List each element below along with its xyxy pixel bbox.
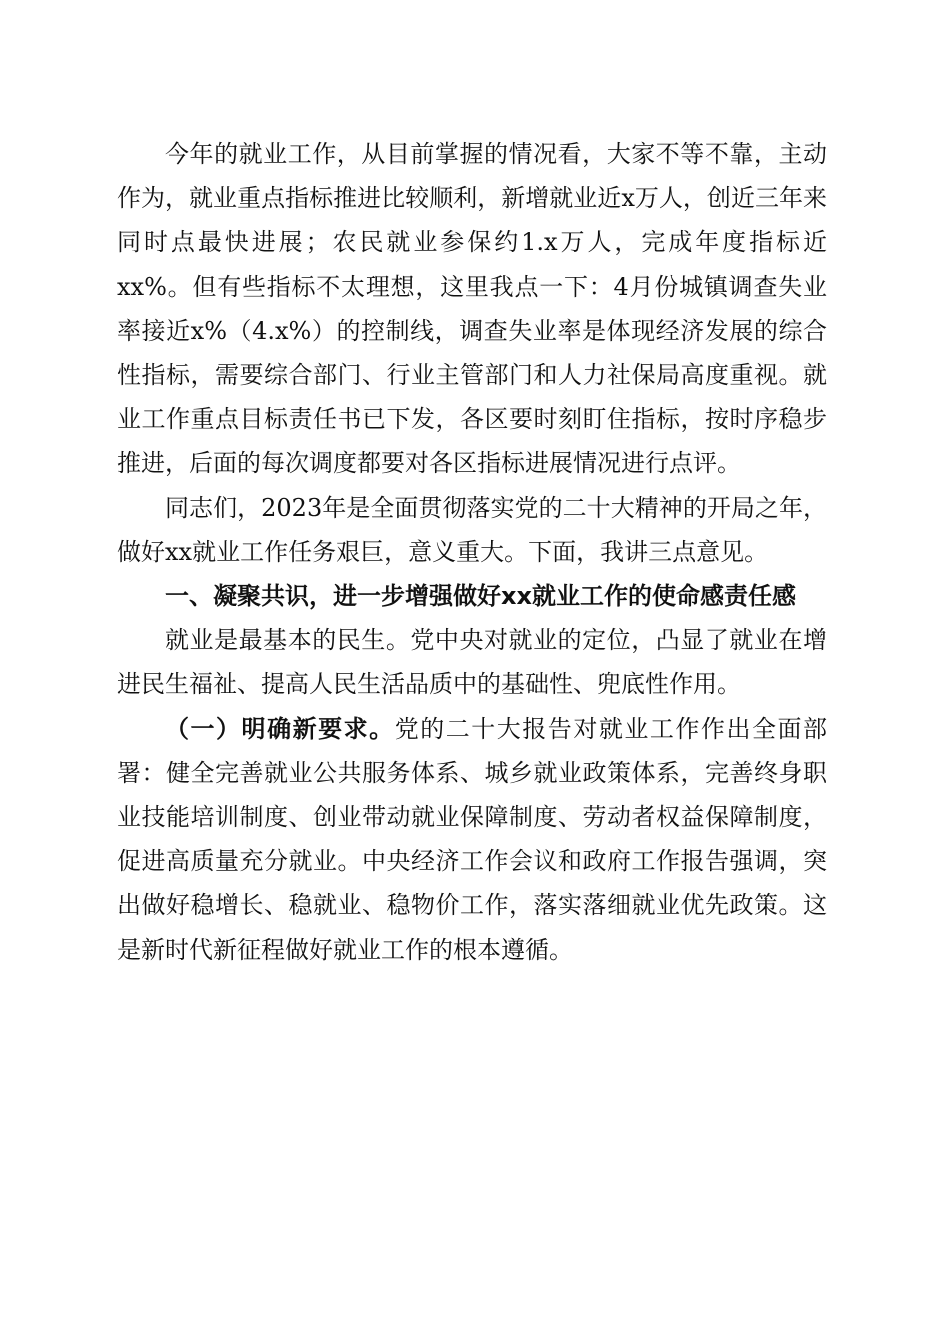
- paragraph-basic-livelihood: 就业是最基本的民生。党中央对就业的定位，凸显了就业在增进民生福祉、提高人民生活品质中的基础性、兜底性作用。: [117, 626, 827, 699]
- paragraph-opening-remarks: 同志们，2023年是全面贯彻落实党的二十大精神的开局之年，做好xx就业工作任务艰巨，意义重大。下面，我讲三点意见。: [117, 493, 827, 566]
- paragraph-new-requirements-body: 党的二十大报告对就业工作作出全面部署：健全完善就业公共服务体系、城乡就业政策体系，完善终身职业技能培训制度、创业带动就业保障制度、劳动者权益保障制度，促进高质量充分就业。中央经济工作会议和政府工作报告强调，突出做好稳增长、稳就业、稳物价工作，落实落细就业优先政策。这是新时代新征程做好就业工作的根本遵循。: [117, 714, 828, 964]
- subheading-new-requirements: （一）明确新要求。: [165, 713, 395, 743]
- section-heading-1: 一、凝聚共识，进一步增强做好xx就业工作的使命感责任感: [165, 582, 796, 611]
- paragraph-employment-progress: 今年的就业工作，从目前掌握的情况看，大家不等不靠，主动作为，就业重点指标推进比较顺利，新增就业近x万人，创近三年来同时点最快进展；农民就业参保约1.x万人，完成年度指标近xx%。但有些指标不太理想，这里我点一下：4月份城镇调查失业率接近x%（4.x%）的控制线，调查失业率是体现经济发展的综合性指标，需要综合部门、行业主管部门和人力社保局高度重视。就业工作重点目标责任书已下发，各区要时刻盯住指标，按时序稳步推进，后面的每次调度都要对各区指标进展情况进行点评。: [117, 140, 827, 478]
- paragraph-new-requirements: [117, 707, 827, 972]
- document-body: [117, 132, 827, 972]
